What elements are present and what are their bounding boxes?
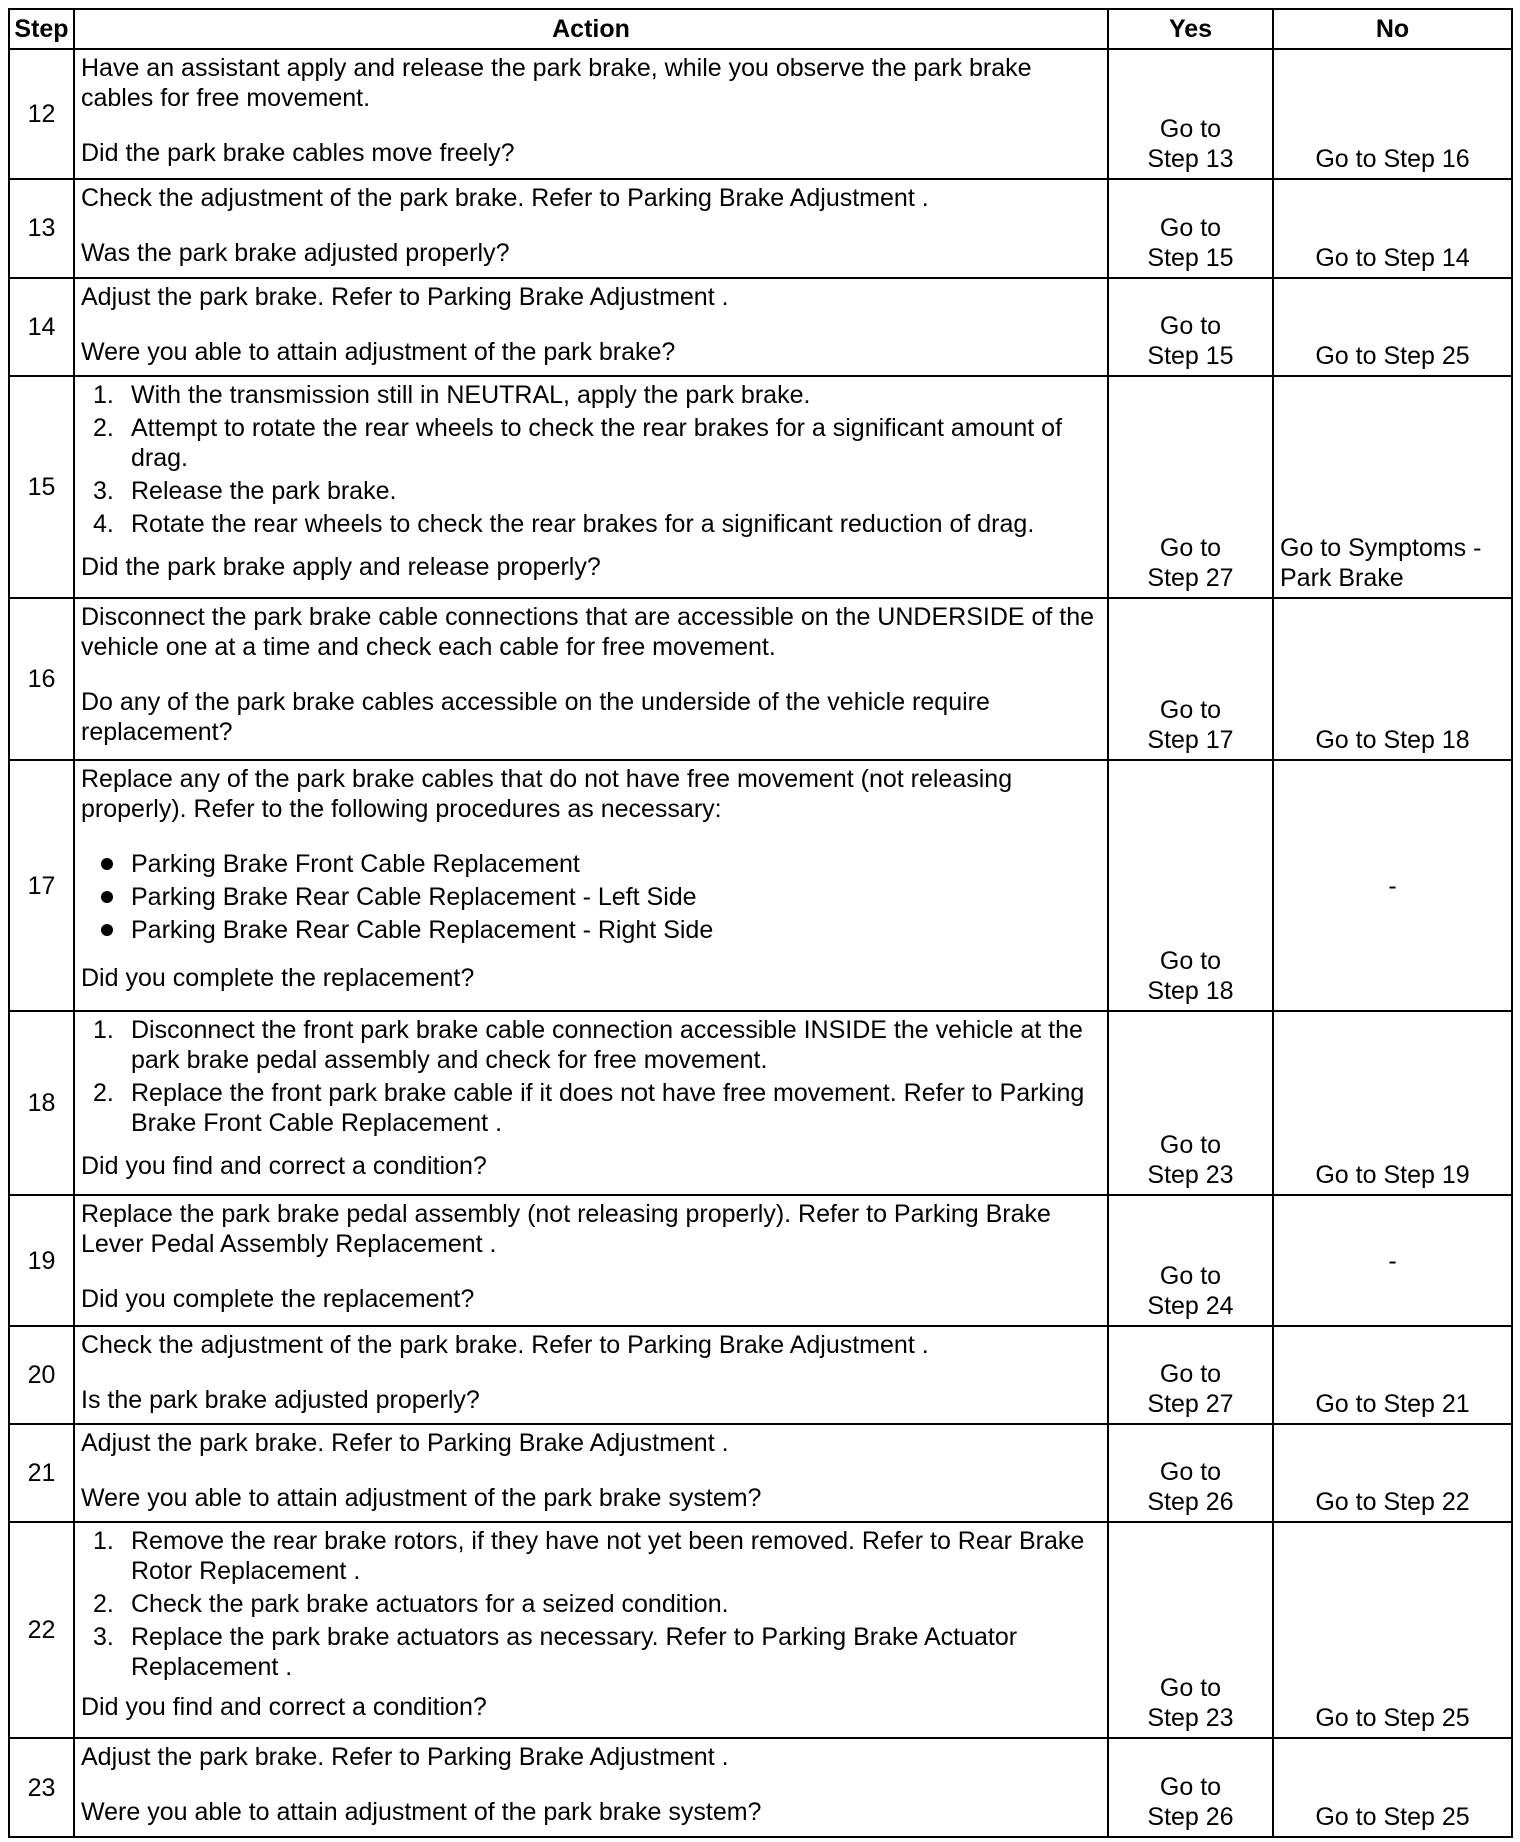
list-number: 2. — [93, 414, 114, 443]
step-number: 12 — [9, 49, 74, 179]
action-text: Disconnect the park brake cable connections that are accessible on the UNDERSIDE of the vehicle one at a time and check each cable for free movement. — [81, 603, 1095, 662]
action-question: Did you complete the replacement? — [81, 964, 475, 993]
step-number: 15 — [9, 376, 74, 598]
table-row — [9, 760, 1512, 1011]
list-text: Disconnect the front park brake cable connection accessible INSIDE the vehicle at the park brake pedal assembly and check for free movement. — [131, 1016, 1083, 1075]
yes-cell — [1108, 278, 1273, 376]
action-question: Were you able to attain adjustment of the park brake system? — [81, 1484, 762, 1513]
action-question: Were you able to attain adjustment of the park brake? — [81, 337, 676, 366]
yes-step: Step 23 — [1147, 1704, 1234, 1733]
step-number: 18 — [9, 1011, 74, 1195]
step-number: 23 — [9, 1738, 74, 1837]
list-text: Parking Brake Rear Cable Replacement - Left Side — [131, 883, 697, 912]
action-question: Did you complete the replacement? — [81, 1285, 475, 1314]
table-row — [9, 598, 1512, 760]
table-row — [9, 1326, 1512, 1424]
action-cell — [74, 760, 1108, 1011]
yes-goto: Go to — [1159, 1261, 1222, 1290]
table-header-row — [9, 9, 1512, 49]
action-text: Adjust the park brake. Refer to Parking Brake Adjustment . — [81, 282, 729, 311]
table-row — [9, 1738, 1512, 1837]
yes-step: Step 23 — [1147, 1161, 1234, 1190]
no-cell: Go to Step 25 — [1273, 278, 1512, 376]
list-number: 3. — [93, 1623, 114, 1652]
yes-cell — [1108, 179, 1273, 277]
list-item — [81, 915, 1101, 945]
yes-cell — [1108, 1522, 1273, 1738]
list-item — [81, 1078, 1101, 1138]
yes-cell — [1108, 1011, 1273, 1195]
list-item — [81, 413, 1101, 473]
numbered-list — [81, 380, 1101, 539]
yes-cell — [1108, 1195, 1273, 1325]
yes-goto: Go to — [1159, 213, 1222, 242]
yes-goto: Go to — [1159, 1360, 1222, 1389]
step-number: 16 — [9, 598, 74, 760]
step-number: 20 — [9, 1326, 74, 1424]
table-row — [9, 1424, 1512, 1522]
list-item — [81, 882, 1101, 912]
list-number: 1. — [93, 381, 114, 410]
action-question: Is the park brake adjusted properly? — [81, 1385, 480, 1414]
table-row — [9, 376, 1512, 598]
list-text: Rotate the rear wheels to check the rear brakes for a significant reduction of drag. — [131, 510, 1035, 539]
action-text: Check the adjustment of the park brake. Refer to Parking Brake Adjustment . — [81, 184, 929, 213]
numbered-list — [81, 1015, 1101, 1138]
step-number: 21 — [9, 1424, 74, 1522]
action-question: Do any of the park brake cables accessible on the underside of the vehicle require replacement? — [81, 688, 990, 747]
action-cell — [74, 1424, 1108, 1522]
list-number: 4. — [93, 510, 114, 539]
no-cell: Go to Step 25 — [1273, 1522, 1512, 1738]
action-text: Adjust the park brake. Refer to Parking Brake Adjustment . — [81, 1743, 729, 1772]
yes-goto: Go to — [1159, 1458, 1222, 1487]
header-action: Action — [74, 9, 1108, 49]
no-cell: Go to Step 22 — [1273, 1424, 1512, 1522]
action-question: Was the park brake adjusted properly? — [81, 239, 510, 268]
yes-cell — [1108, 760, 1273, 1011]
bullet-icon — [101, 858, 113, 870]
list-number: 1. — [93, 1016, 114, 1045]
list-item — [81, 476, 1101, 506]
bullet-icon — [101, 891, 113, 903]
list-text: With the transmission still in NEUTRAL, apply the park brake. — [131, 381, 811, 410]
yes-step: Step 15 — [1147, 342, 1234, 371]
no-cell: Go to Step 19 — [1273, 1011, 1512, 1195]
action-cell — [74, 49, 1108, 179]
table-row — [9, 278, 1512, 376]
step-number: 14 — [9, 278, 74, 376]
yes-goto: Go to — [1159, 947, 1222, 976]
list-number: 2. — [93, 1079, 114, 1108]
yes-cell — [1108, 1738, 1273, 1837]
action-text: Have an assistant apply and release the park brake, while you observe the park brake cables for free movement. — [81, 54, 1032, 112]
action-cell — [74, 376, 1108, 598]
action-cell — [74, 1522, 1108, 1738]
action-text: Adjust the park brake. Refer to Parking Brake Adjustment . — [81, 1429, 729, 1458]
action-cell — [74, 278, 1108, 376]
no-cell: - — [1273, 760, 1512, 1011]
list-item — [81, 509, 1101, 539]
yes-goto: Go to — [1159, 1674, 1222, 1703]
no-text-line2: Park Brake — [1280, 564, 1404, 593]
list-text: Parking Brake Rear Cable Replacement - Right Side — [131, 916, 714, 945]
action-cell — [74, 1011, 1108, 1195]
diagnostic-table — [8, 8, 1513, 1838]
yes-step: Step 24 — [1147, 1291, 1234, 1320]
list-text: Remove the rear brake rotors, if they have not yet been removed. Refer to Rear Brake Rotor Replacement . — [131, 1527, 1085, 1586]
header-no: No — [1273, 9, 1512, 49]
table-row — [9, 1522, 1512, 1738]
no-cell — [1273, 376, 1512, 598]
yes-step: Step 18 — [1147, 977, 1234, 1006]
action-question: Did you find and correct a condition? — [81, 1152, 487, 1181]
action-cell — [74, 1326, 1108, 1424]
numbered-list — [81, 1526, 1101, 1682]
step-number: 13 — [9, 179, 74, 277]
table-row — [9, 49, 1512, 179]
list-text: Attempt to rotate the rear wheels to check the rear brakes for a significant amount of drag. — [131, 414, 1063, 473]
header-step: Step — [9, 9, 74, 49]
list-item — [81, 1622, 1101, 1682]
list-item — [81, 380, 1101, 410]
step-number: 17 — [9, 760, 74, 1011]
action-question: Did you find and correct a condition? — [81, 1693, 487, 1722]
list-item — [81, 1526, 1101, 1586]
table-row — [9, 1011, 1512, 1195]
no-cell: Go to Step 16 — [1273, 49, 1512, 179]
yes-goto: Go to — [1159, 1773, 1222, 1801]
list-number: 3. — [93, 477, 114, 506]
yes-goto: Go to — [1159, 1131, 1222, 1160]
step-number: 19 — [9, 1195, 74, 1325]
yes-cell — [1108, 598, 1273, 760]
no-cell: Go to Step 21 — [1273, 1326, 1512, 1424]
yes-step: Step 13 — [1147, 145, 1234, 174]
list-text: Parking Brake Front Cable Replacement — [131, 850, 580, 879]
list-number: 2. — [93, 1590, 114, 1619]
yes-step: Step 26 — [1147, 1803, 1234, 1831]
step-number: 22 — [9, 1522, 74, 1738]
action-question: Did the park brake apply and release properly? — [81, 553, 601, 582]
yes-goto: Go to — [1159, 534, 1222, 563]
list-text: Replace the park brake actuators as necessary. Refer to Parking Brake Actuator Replacement . — [131, 1623, 1018, 1682]
list-text: Release the park brake. — [131, 477, 397, 506]
list-item — [81, 1015, 1101, 1075]
table-row — [9, 179, 1512, 277]
action-question: Did the park brake cables move freely? — [81, 139, 515, 167]
action-cell — [74, 1195, 1108, 1325]
yes-step: Step 27 — [1147, 1390, 1234, 1419]
action-question: Were you able to attain adjustment of the park brake system? — [81, 1798, 762, 1827]
list-text: Replace the front park brake cable if it does not have free movement. Refer to Parking Brake Front Cable Replacement . — [131, 1079, 1085, 1138]
no-cell: Go to Step 14 — [1273, 179, 1512, 277]
yes-goto: Go to — [1159, 115, 1222, 144]
yes-cell — [1108, 1326, 1273, 1424]
yes-goto: Go to — [1159, 312, 1222, 341]
no-cell: Go to Step 25 — [1273, 1738, 1512, 1837]
list-number: 1. — [93, 1527, 114, 1556]
action-text: Check the adjustment of the park brake. Refer to Parking Brake Adjustment . — [81, 1330, 929, 1359]
list-text: Check the park brake actuators for a seized condition. — [131, 1590, 729, 1619]
action-cell — [74, 179, 1108, 277]
no-cell: - — [1273, 1195, 1512, 1325]
bullet-list — [81, 849, 1101, 945]
yes-goto: Go to — [1159, 696, 1222, 725]
yes-step: Step 26 — [1147, 1488, 1234, 1517]
no-text-line1: Go to Symptoms - — [1280, 534, 1482, 563]
yes-step: Step 27 — [1147, 564, 1234, 593]
yes-step: Step 15 — [1147, 243, 1234, 272]
bullet-icon — [101, 924, 113, 936]
action-cell — [74, 598, 1108, 760]
action-text: Replace the park brake pedal assembly (not releasing properly). Refer to Parking Brake Lever Pedal Assembly Replacement . — [81, 1200, 1051, 1259]
header-yes: Yes — [1108, 9, 1273, 49]
action-text: Replace any of the park brake cables that do not have free movement (not releasing properly). Refer to the following procedures as necessary: — [81, 765, 1013, 824]
list-item — [81, 849, 1101, 879]
list-item — [81, 1589, 1101, 1619]
action-cell — [74, 1738, 1108, 1837]
no-cell: Go to Step 18 — [1273, 598, 1512, 760]
yes-cell — [1108, 376, 1273, 598]
table-row — [9, 1195, 1512, 1325]
yes-cell — [1108, 1424, 1273, 1522]
yes-step: Step 17 — [1147, 726, 1234, 755]
yes-cell — [1108, 49, 1273, 179]
